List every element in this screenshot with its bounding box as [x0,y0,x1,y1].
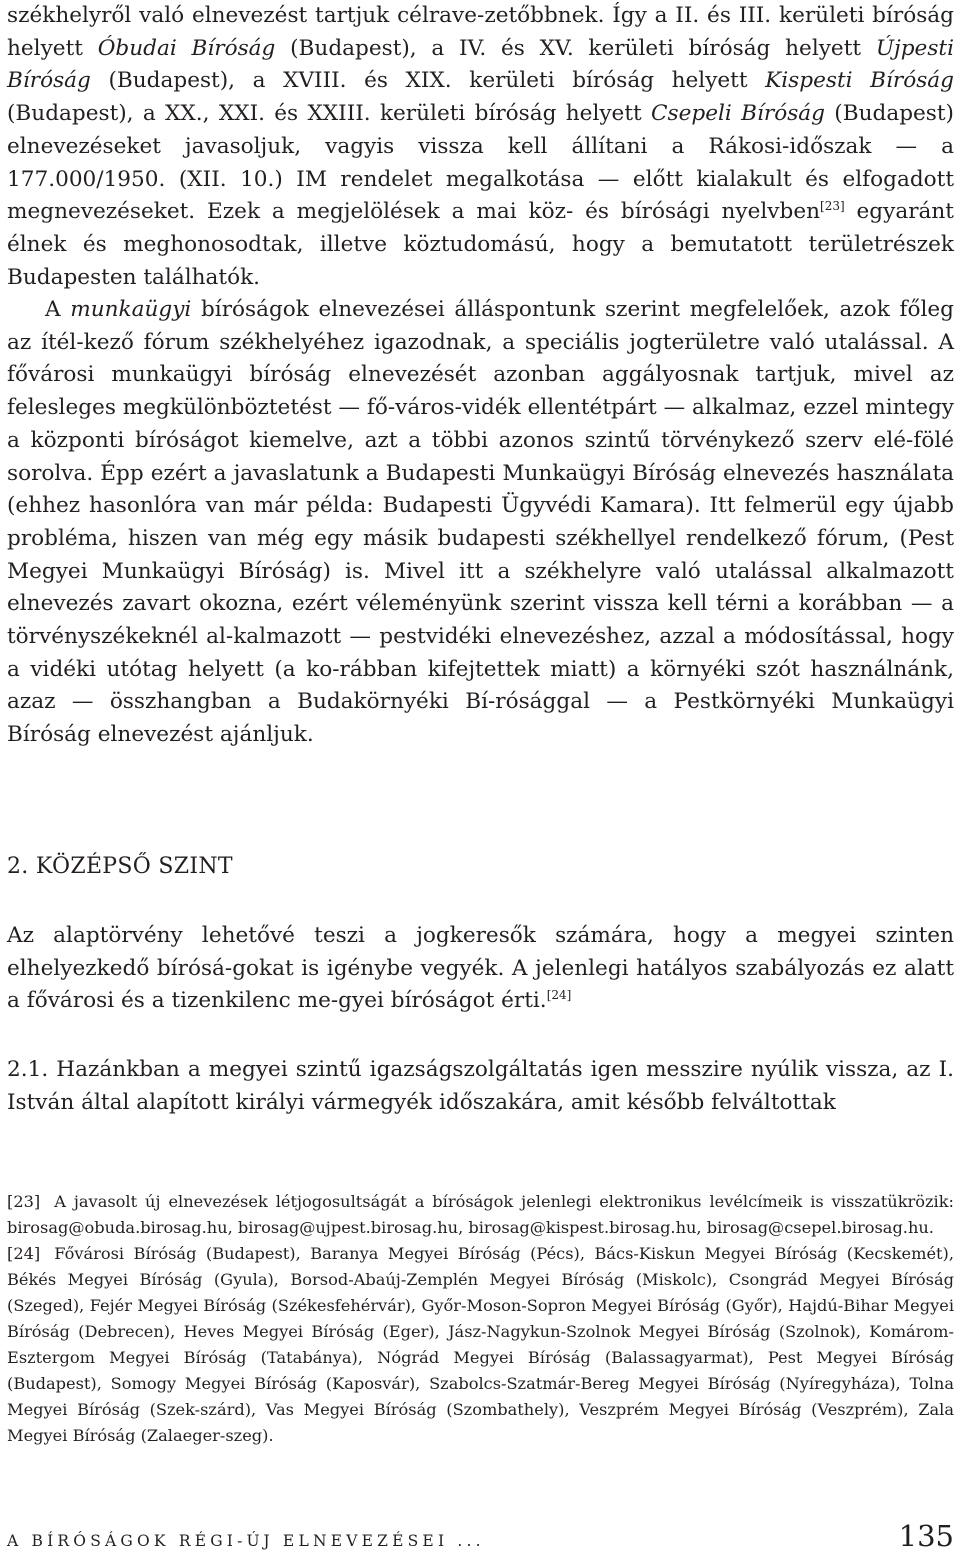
paragraph-text: (Budapest), a IV. és XV. kerületi bíróság helyett [275,35,876,61]
paragraph-text: A [45,297,71,322]
footnote-ref-23[interactable]: [23] [820,199,845,214]
paragraph-text: egyaránt élnek és meghonosodtak, illetve köztudomású, hogy a bemutatott területrészek Budapesten találhatók. [7,199,954,290]
court-name-obudai: Óbudai Bíróság [97,35,276,61]
footnote-ref-24[interactable]: [24] [546,988,572,1003]
paragraph-text: (Budapest), a XVIII. és XIX. kerületi bíróság helyett [90,68,766,94]
running-title: A BÍRÓSÁGOK RÉGI-ÚJ ELNEVEZÉSEI ... [7,1532,485,1550]
paragraph-court-names [7,0,954,294]
emphasis-munkaugyi: munkaügyi [70,297,192,322]
footnote-text: Fővárosi Bíróság (Budapest), Baranya Megyei Bíróság (Pécs), Bács-Kiskun Megyei Bíróság (Kecskemét), Békés Megyei Bíróság (Gyula), Borsod-Abaúj-Zemplén Megyei Bíróság (Miskolc), Csongrád Megyei Bíróság (Szeged), Fejér Megyei Bíróság (Székesfehérvár), Győr-Moson-Sopron Megyei Bíróság (Győr), Hajdú-Bihar Megyei Bíróság (Debrecen), Heves Megyei Bíróság (Eger), Jász-Nagykun-Szolnok Megyei Bíróság (Szolnok), Komárom-Esztergom Megyei Bíróság (Tatabánya), Nógrád Megyei Bíróság (Balassagyarmat), Pest Megyei Bíróság (Budapest), Somogy Megyei Bíróság (Kaposvár), Szabolcs-Szatmár-Bereg Megyei Bíróság (Nyíregyháza), Tolna Megyei Bíróság (Szek-szárd), Vas Megyei Bíróság (Szombathely), Veszprém Megyei Bíróság (Veszprém), Zala Megyei Bíróság (Zalaeger-szeg). [7,1244,954,1445]
footnote-24 [7,1241,954,1449]
paragraph-labour-courts [7,294,954,752]
footnotes [7,1189,954,1449]
page-number: 135 [898,1519,954,1553]
page-footer [7,1518,954,1554]
footnote-marker: [23] [7,1192,41,1211]
footnote-23 [7,1189,954,1241]
paragraph-text: (Budapest), a XX., XXI. és XXIII. kerületi bíróság helyett [7,101,651,127]
paragraph-text: székhelyről való elnevezést tartjuk célrave-zetőbbnek. Így a II. és III. kerületi bíróság helyett [7,3,954,61]
court-name-ujpesti: Újpesti Bíróság [7,35,954,94]
paragraph-text: bíróságok elnevezései álláspontunk szerint megfelelőek, azok főleg az ítél-kező fórum székhelyéhez igazodnak, a speciális jogterületre való utalással. A fővárosi munkaügyi bíróság elnevezését azonban aggályosnak tartjuk, mivel az felesleges megkülönböztetést — fő-város-vidék ellentétpárt — alkalmaz, ezzel mintegy a központi bíróságot kiemelve, azt a többi azonos szintű törvénykező szerv elé-fölé sorolva. Épp ezért a javaslatunk a Budapesti Munkaügyi Bíróság elnevezés használata (ehhez hasonlóra van már példa: Budapesti Ügyvédi Kamara). Itt felmerül egy újabb probléma, hiszen van még egy másik budapesti székhellyel rendelkező fórum, (Pest Megyei Munkaügyi Bíróság) is. Mivel itt a székhelyre való utalással alkalmazott elnevezés zavart okozna, ezért véleményünk szerint vissza kell térni a korábban — a törvényszékeknél al-kalmazott — pestvidéki elnevezéshez, azzal a módosítással, hogy a vidéki utótag helyett (a ko-rábban kifejtettek miatt) a környéki szót használnánk, azaz — összhangban a Budakörnyéki Bí-rósággal — a Pestkörnyéki Munkaügyi Bíróság elnevezést ajánljuk. [7,297,954,748]
paragraph-middle-level [7,920,954,1018]
section-heading: 2. KÖZÉPSŐ SZINT [7,854,233,879]
paragraph-2-1: 2.1. Hazánkban a megyei szintű igazságszolgáltatás igen messzire nyúlik vissza, az I. István által alapított királyi vármegyék időszakára, amit később felváltottak [7,1057,954,1115]
footnote-text: A javasolt új elnevezések létjogosultságát a bíróságok jelenlegi elektronikus levélcímeik is visszatükrözik: birosag@obuda.birosag.hu, birosag@ujpest.birosag.hu, birosag@kispest.birosag.hu, birosag@csepel.birosag.hu. [7,1192,954,1237]
paragraph-text: (Budapest) elnevezéseket javasoljuk, vagyis vissza kell állítani a Rákosi-időszak — a 177.000/1950. (XII. 10.) IM rendelet megalkotása — előtt kialakult és elfogadott megnevezéseket. Ezek a megjelölések a mai köz- és bírósági nyelvben [7,101,954,225]
footnote-marker: [24] [7,1244,41,1263]
court-name-csepeli: Csepeli Bíróság [651,101,825,127]
paragraph-text: Az alaptörvény lehetővé teszi a jogkeresők számára, hogy a megyei szinten elhelyezkedő bírósá-gokat is igénybe vegyék. A jelenlegi hatályos szabályozás ez alatt a fővárosi és a tizenkilenc me-gyei bíróságot érti. [7,923,954,1014]
court-name-kispesti: Kispesti Bíróság [765,68,954,94]
